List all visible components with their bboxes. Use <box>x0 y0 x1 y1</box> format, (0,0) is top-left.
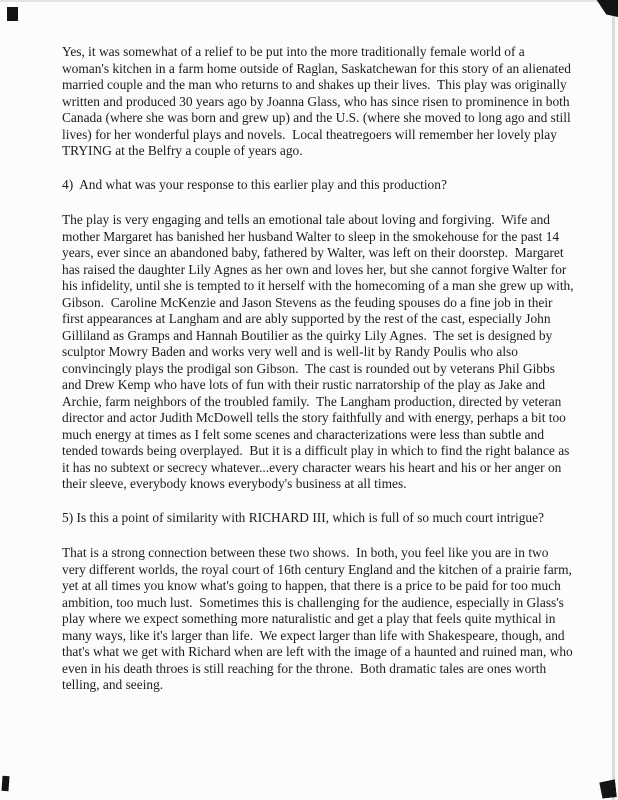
answer-paragraph-play-review: The play is very engaging and tells an emotional tale about loving and forgiving. Wife and mother Margaret has banished her husband Walter to sleep in the smokehouse for the past 14 years, ever since an abandoned baby, fathered by Walter, was left on their doorstep. Margaret has raised the daughter Lily Agnes as her own and loves her, but she cannot forgive Walter for his infidelity, until she is tempted to it herself with the homecoming of a man she grew up with, Gibson. Caroline McKenzie and Jason Stevens as the feuding spouses do a fine job in their first appearances at Langham and are ably supported by the rest of the cast, especially John Gilliland as Gramps and Hannah Boutilier as the quirky Lily Agnes. The set is designed by sculptor Mowry Baden and works very well and is well-lit by Randy Poulis who also convincingly plays the prodigal son Gibson. The cast is rounded out by veterans Phil Gibbs and Drew Kemp who have lots of fun with their rustic narratorship of the play as Jake and Archie, farm neighbors of the troubled family. The Langham production, directed by veteran director and actor Judith McDowell tells the story faithfully and with energy, perhaps a bit too much energy at times as I felt some scenes and characterizations were less than subtle and tended towards being overplayed. But it is a difficult play in which to find the right balance as it has no subtext or secrecy whatever...every character wears his heart and his or her anger on their sleeve, everybody knows everybody's business at all times. <box>62 212 577 491</box>
scan-artifact-bottom-right <box>599 779 617 799</box>
interview-question-4: 4) And what was your response to this earlier play and this production? <box>62 176 447 192</box>
interview-question-5: 5) Is this a point of similarity with RICHARD III, which is full of so much court intrigue? <box>62 509 544 525</box>
answer-paragraph-comparison: That is a strong connection between these two shows. In both, you feel like you are in two very different worlds, the royal court of 16th century England and the kitchen of a prairie farm, yet at all times you know what's going to happen, that there is a price to be paid for too much ambition, too much lust. Sometimes this is challenging for the audience, especially in Glass's play where we expect something more naturalistic and get a play that feels quite mythical in many ways, like it's larger than life. We expect larger than life with Shakespeare, though, and that's what we get with Richard when are left with the image of a haunted and ruined man, who even in his death throes is still reaching for the throne. Both dramatic tales are ones worth telling, and seeing. <box>62 545 577 692</box>
scan-edge-top <box>0 0 618 2</box>
scan-edge-right <box>612 0 615 800</box>
scan-artifact-top-left <box>7 7 18 21</box>
scan-artifact-bottom-left <box>1 776 9 791</box>
scan-artifact-top-right <box>592 0 618 17</box>
document-text-body <box>62 44 577 711</box>
answer-paragraph-intro: Yes, it was somewhat of a relief to be put into the more traditionally female world of a woman's kitchen in a farm home outside of Raglan, Saskatchewan for this story of an alienated married couple and the man who returns to and shakes up their lives. This play was originally written and produced 30 years ago by Joanna Glass, who has since risen to prominence in both Canada (where she was born and grew up) and the U.S. (where she moved to long ago and still lives) for her wonderful plays and novels. Local theatregoers will remember her lovely play TRYING at the Belfry a couple of years ago. <box>62 44 575 158</box>
